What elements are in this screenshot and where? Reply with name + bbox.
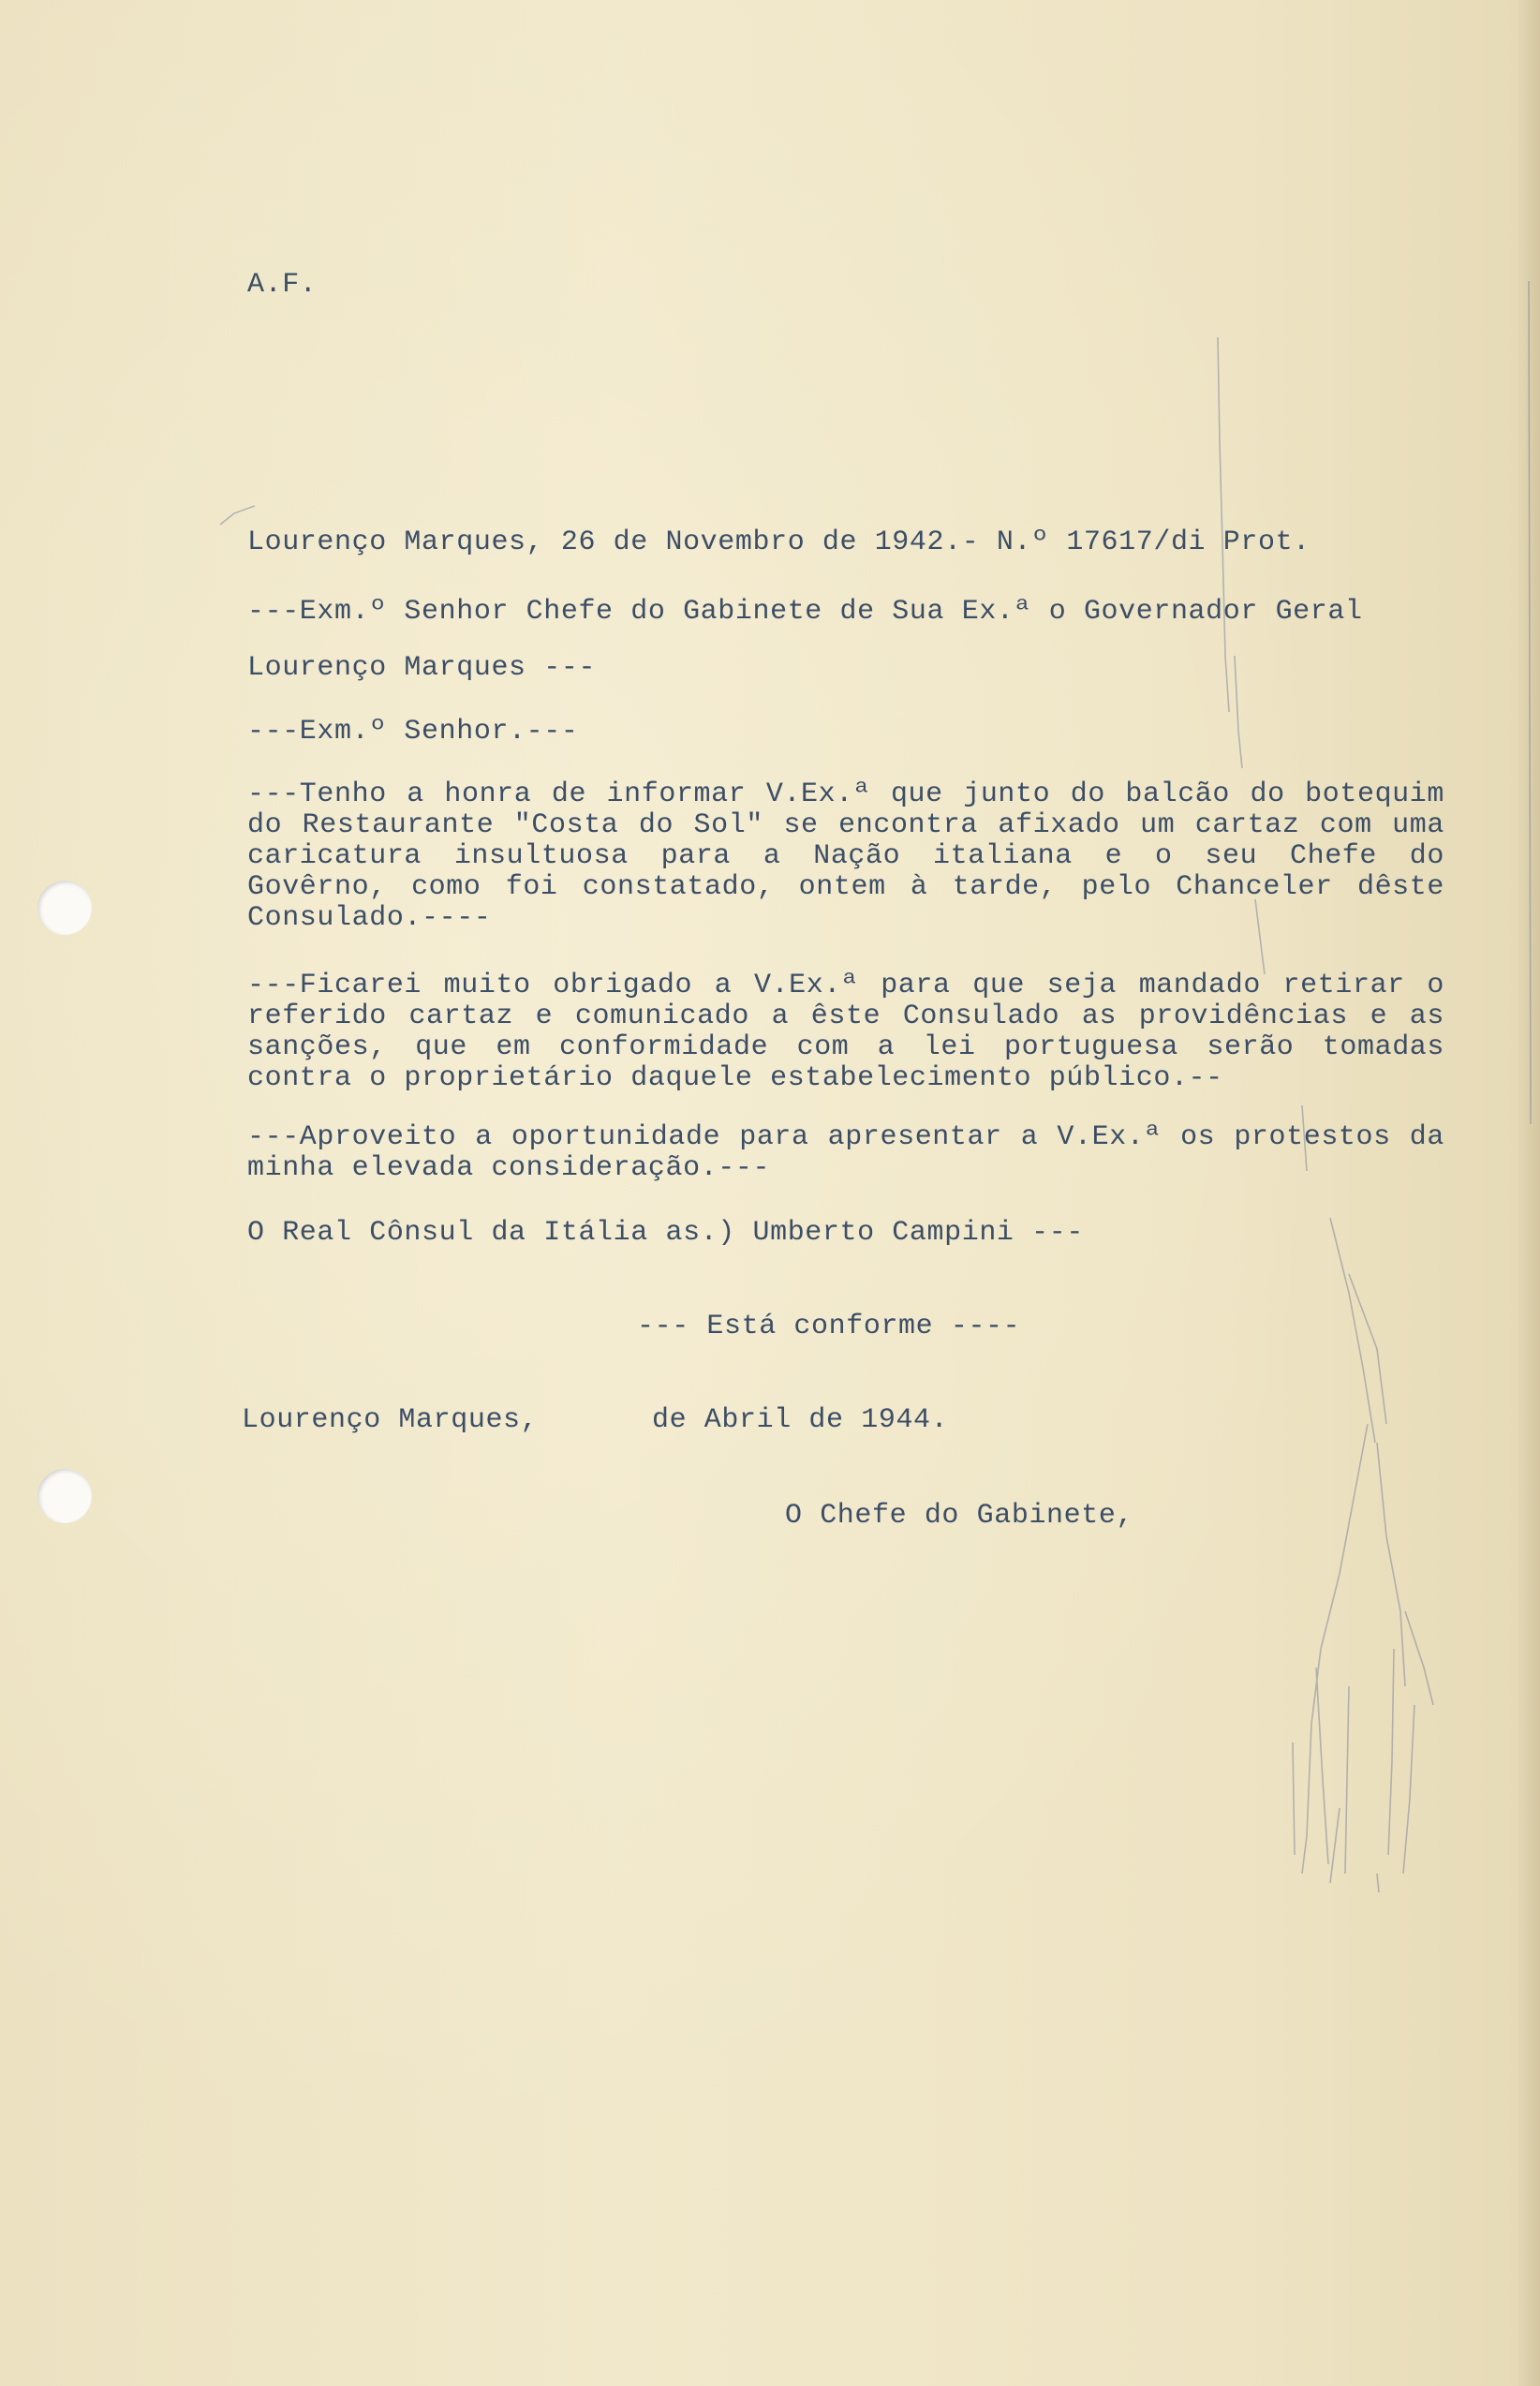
recipient-line-2: Lourenço Marques --- xyxy=(247,652,597,684)
body-paragraph-2: ---Ficarei muito obrigado a V.Ex.ª para que seja mandado retirar o referido cartaz e comunicado a êste Consulado as providências e as sanções, que em conformidade com a lei portuguesa serão tomadas contra o proprietário daquele estabelecimento público.-- xyxy=(247,970,1444,1094)
salutation: ---Exm.º Senhor.--- xyxy=(247,716,579,748)
conformity-statement: --- Está conforme ---- xyxy=(637,1311,1021,1342)
recipient-line-1: ---Exm.º Senhor Chefe do Gabinete de Sua Ex.ª o Governador Geral xyxy=(247,596,1363,628)
document-initials: A.F. xyxy=(247,269,318,301)
body-paragraph-1: ---Tenho a honra de informar V.Ex.ª que junto do balcão do botequim do Restaurante "Costa do Sol" se encontra afixado um cartaz com uma caricatura insultuosa para a Nação italiana e o seu Chefe do Govêrno, como foi constatado, ontem à tarde, pelo Chanceler dêste Consulado.---- xyxy=(247,778,1444,934)
closing-title: O Chefe do Gabinete, xyxy=(785,1500,1134,1532)
closing-date: de Abril de 1944. xyxy=(652,1404,949,1436)
body-paragraph-3: ---Aproveito a oportunidade para apresentar a V.Ex.ª os protestos da minha elevada consideração.--- xyxy=(247,1121,1444,1184)
closing-place: Lourenço Marques, xyxy=(242,1404,539,1436)
signature-line: O Real Cônsul da Itália as.) Umberto Campini --- xyxy=(247,1217,1084,1249)
dateline: Lourenço Marques, 26 de Novembro de 1942.- N.º 17617/di Prot. xyxy=(247,526,1310,558)
